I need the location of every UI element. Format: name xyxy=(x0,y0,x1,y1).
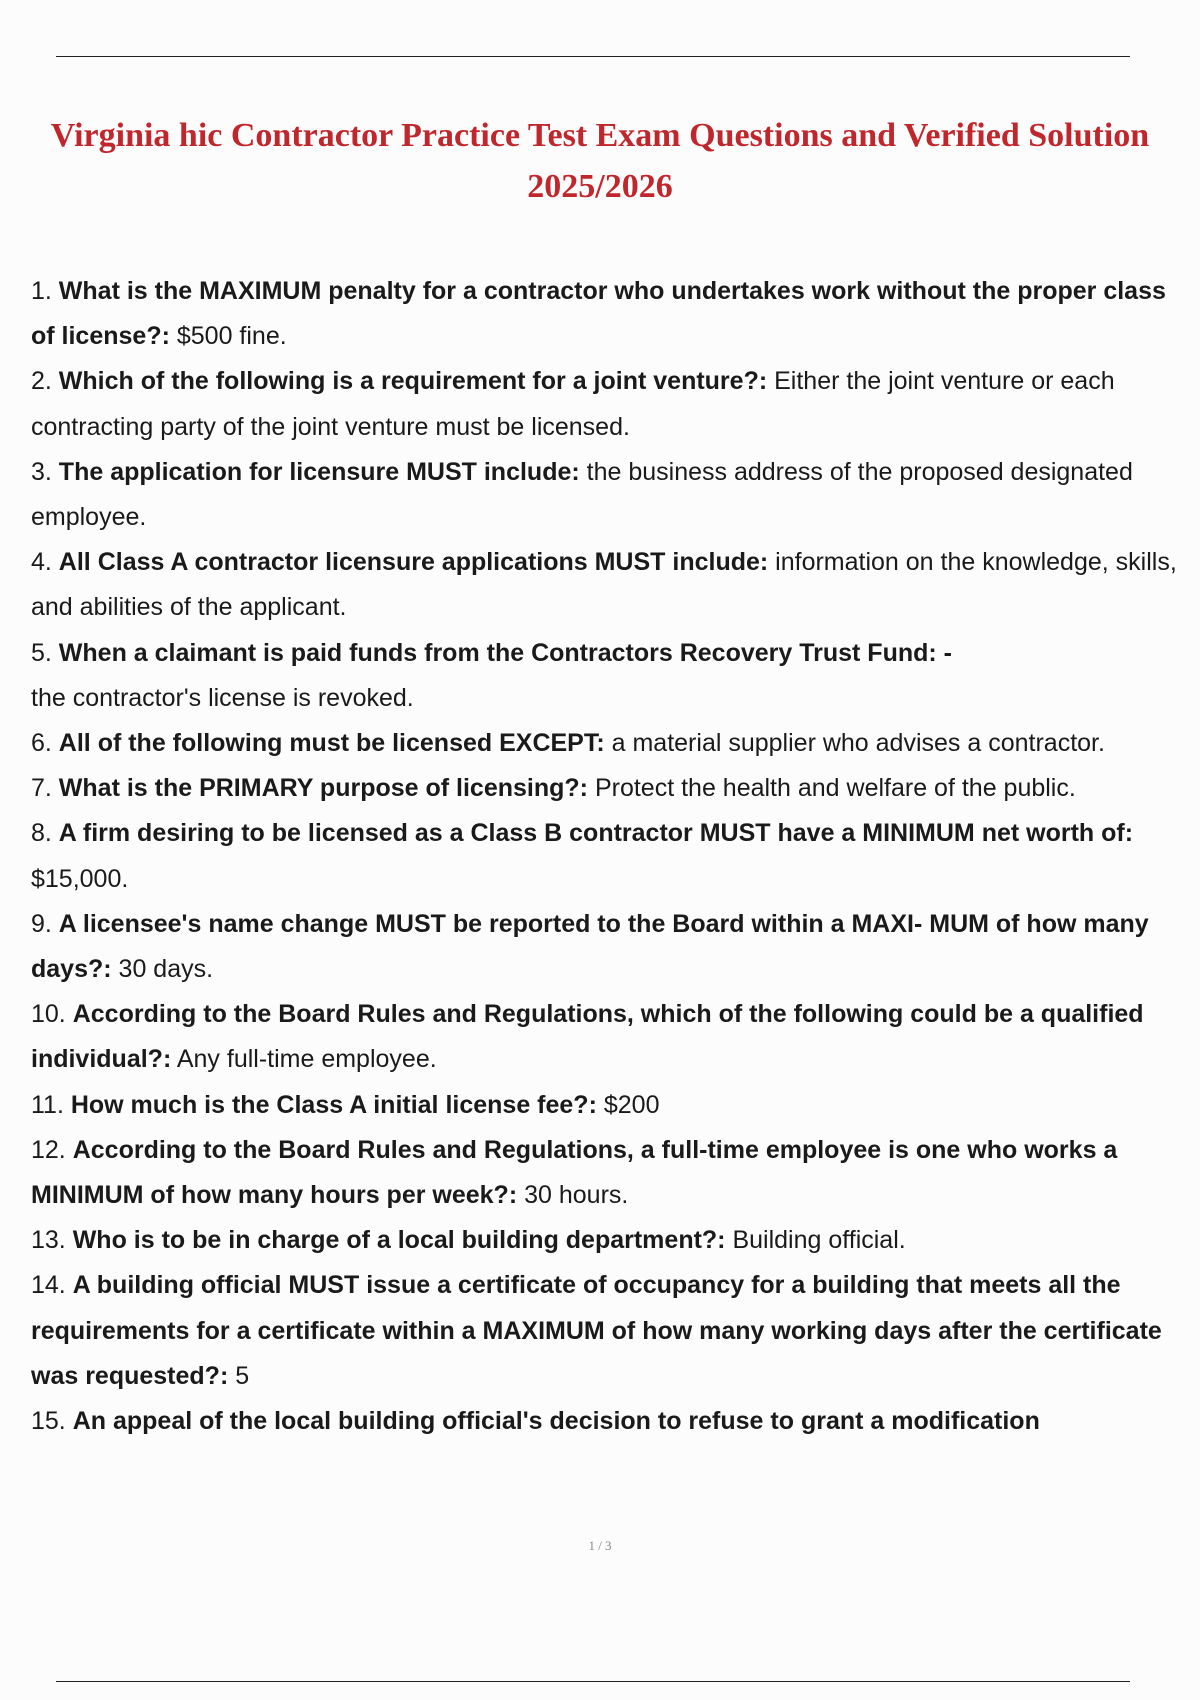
question-number: 1. xyxy=(31,277,59,305)
question-text: The application for licensure MUST include: xyxy=(58,457,580,486)
page-number: 1 / 3 xyxy=(588,1538,612,1553)
answer-text: 30 hours. xyxy=(517,1181,629,1210)
question-number: 3. xyxy=(31,457,59,486)
question-text: What is the MAXIMUM penalty for a contractor who undertakes work without the proper class of license?: xyxy=(31,277,1166,351)
question-item xyxy=(31,811,1195,901)
question-text: A licensee's name change MUST be reported to the Board within a MAXI- MUM of how many days?: xyxy=(31,909,1149,984)
question-text: What is the PRIMARY purpose of licensing?: xyxy=(58,774,588,803)
question-item xyxy=(31,359,1195,449)
answer-text: Protect the health and welfare of the public. xyxy=(588,774,1076,803)
question-item xyxy=(31,992,1195,1082)
answer-text: information on the knowledge, skills, and abilities of the applicant. xyxy=(31,548,1177,622)
question-number: 14. xyxy=(31,1271,73,1300)
question-item xyxy=(31,1128,1195,1218)
question-list xyxy=(31,269,1195,1444)
question-number: 15. xyxy=(31,1407,73,1436)
question-text: All Class A contractor licensure applications MUST include: xyxy=(58,548,769,577)
answer-text: $500 fine. xyxy=(169,322,287,351)
question-number: 5. xyxy=(31,638,59,667)
question-item xyxy=(31,269,1195,359)
question-item xyxy=(31,1399,1195,1444)
question-text: Who is to be in charge of a local building department?: xyxy=(72,1226,726,1255)
question-number: 12. xyxy=(31,1135,73,1164)
answer-text: the business address of the proposed designated employee. xyxy=(31,457,1133,532)
answer-text: Either the joint venture or each contracting party of the joint venture must be licensed. xyxy=(31,367,1115,441)
question-number: 11. xyxy=(31,1090,71,1119)
top-divider xyxy=(56,56,1130,57)
question-text: According to the Board Rules and Regulations, which of the following could be a qualified individual?: xyxy=(31,1000,1144,1074)
answer-text: Building official. xyxy=(725,1226,906,1255)
question-text: An appeal of the local building official's decision to refuse to grant a modification xyxy=(72,1407,1040,1436)
question-text: A firm desiring to be licensed as a Class B contractor MUST have a MINIMUM net worth of: xyxy=(58,819,1134,848)
question-number: 7. xyxy=(31,774,59,803)
bottom-divider xyxy=(56,1681,1130,1682)
question-item xyxy=(31,540,1195,630)
question-number: 6. xyxy=(31,729,59,758)
question-number: 13. xyxy=(31,1226,73,1255)
question-text: A building official MUST issue a certificate of occupancy for a building that meets all the requirements for a certificate within a MAXIMUM of how many working days after the certificate was requested?: xyxy=(31,1271,1162,1390)
question-item xyxy=(31,631,1195,721)
page-title xyxy=(0,110,1200,212)
question-item xyxy=(31,902,1195,992)
question-text: Which of the following is a requirement for a joint venture?: xyxy=(58,367,768,396)
question-number: 10. xyxy=(31,1000,73,1029)
question-text: All of the following must be licensed EXCEPT: xyxy=(58,729,605,758)
question-number: 8. xyxy=(31,819,59,848)
question-text: According to the Board Rules and Regulations, a full-time employee is one who works a MINIMUM of how many hours per week?: xyxy=(31,1135,1118,1210)
question-item xyxy=(31,450,1195,540)
question-item xyxy=(31,766,1195,811)
answer-text: 5 xyxy=(228,1361,250,1390)
question-item xyxy=(31,1083,1195,1128)
answer-text: 30 days. xyxy=(111,955,214,984)
question-number: 4. xyxy=(31,548,59,577)
title-line-1: Virginia hic Contractor Practice Test Exam Questions and Verified Solution xyxy=(50,117,1150,154)
question-item xyxy=(31,721,1195,766)
question-number: 9. xyxy=(31,909,59,938)
question-text: When a claimant is paid funds from the Contractors Recovery Trust Fund: - xyxy=(58,638,952,667)
answer-text: $200 xyxy=(596,1090,660,1119)
question-number: 2. xyxy=(31,367,59,396)
title-line-2: 2025/2026 xyxy=(527,168,673,205)
answer-text: a material supplier who advises a contractor. xyxy=(604,729,1105,758)
answer-text: Any full-time employee. xyxy=(171,1045,437,1074)
question-text: How much is the Class A initial license fee?: xyxy=(70,1090,597,1119)
question-item xyxy=(31,1263,1195,1399)
answer-text: the contractor's license is revoked. xyxy=(31,683,414,712)
answer-text: $15,000. xyxy=(31,864,129,893)
question-item xyxy=(31,1218,1195,1263)
